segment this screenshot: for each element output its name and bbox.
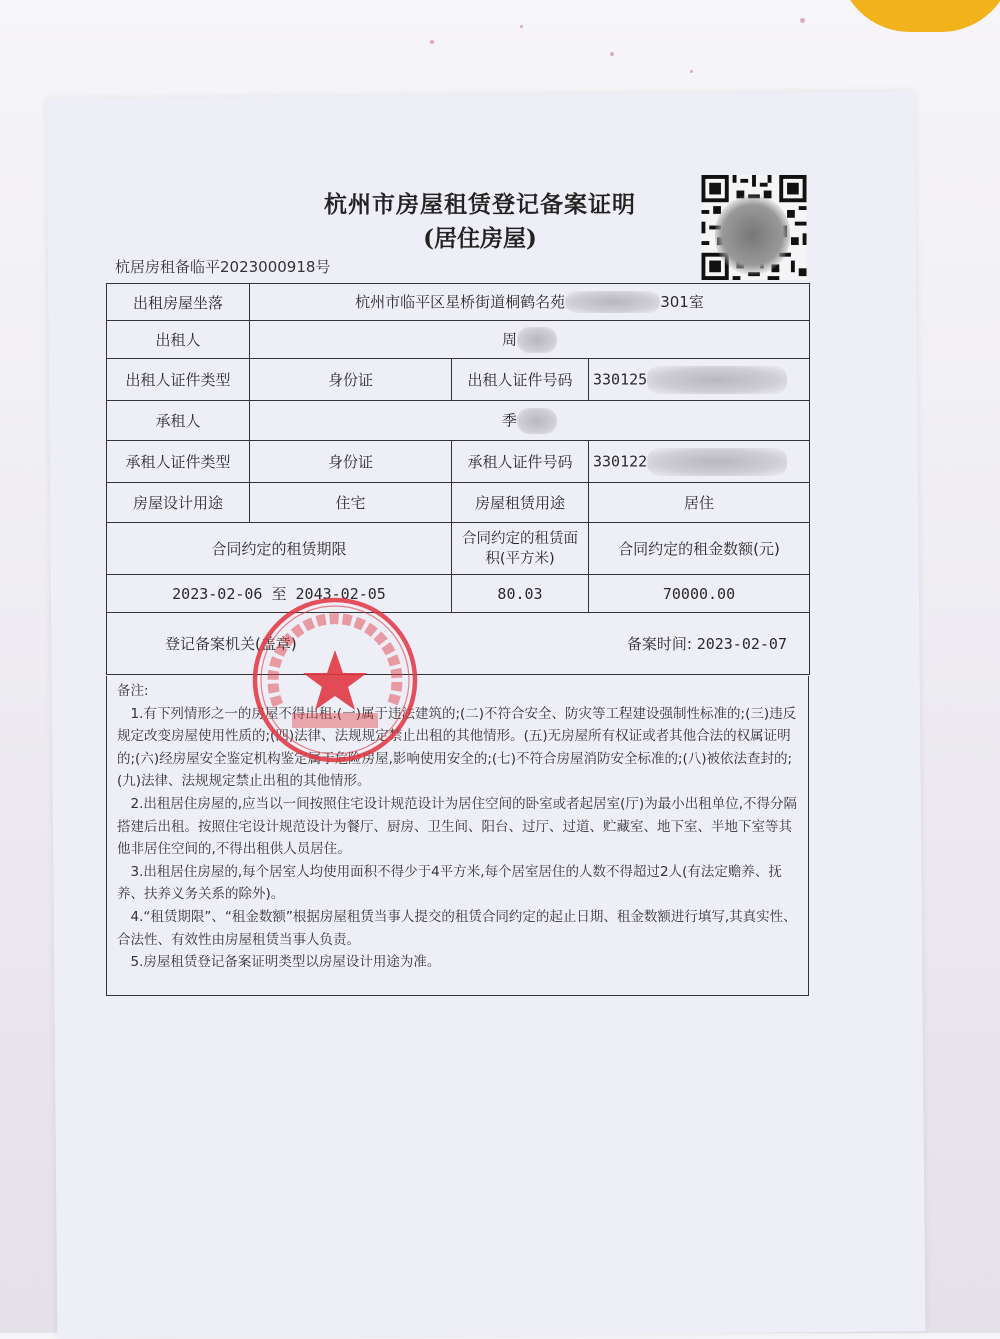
lessee-id-type-value: 身份证 — [250, 441, 452, 483]
official-seal-icon — [250, 595, 420, 765]
record-number: 杭居房租备临平2023000918号 — [115, 258, 331, 276]
speckle — [430, 40, 434, 44]
redaction — [565, 291, 660, 313]
redaction — [647, 366, 787, 394]
redaction — [517, 408, 557, 434]
design-usage-value: 住宅 — [250, 483, 452, 523]
lessor-id-number-value — [589, 359, 810, 401]
document-subtitle: (居住房屋) — [423, 225, 537, 252]
yellow-object — [838, 0, 1000, 32]
period-label: 合同约定的租赁期限 — [107, 523, 452, 575]
lessee-id-number: 330122 — [593, 452, 648, 470]
rent-value: 70000.00 — [589, 575, 810, 613]
rent-label: 合同约定的租金数额(元) — [589, 523, 810, 575]
speckle — [520, 25, 523, 28]
area-label: 合同约定的租赁面积(平方米) — [452, 523, 589, 575]
area-value: 80.03 — [452, 575, 589, 613]
notes-heading: 备注: — [117, 683, 149, 699]
lessee-value — [250, 401, 810, 441]
lessor-name: 周 — [501, 330, 517, 348]
lessor-id-number: 330125 — [593, 370, 648, 388]
note-item-3: 3.出租居住房屋的,每个居室人均使用面积不得少于4平方米,每个居室居住的人数不得超过2人(有法定赡养、抚养、扶养义务关系的除外)。 — [117, 863, 782, 903]
location-label: 出租房屋坐落 — [107, 284, 250, 321]
lessee-label: 承租人 — [107, 401, 250, 441]
note-item-4: 4.“租赁期限”、“租金数额”根据房屋租赁当事人提交的租赁合同约定的起止日期、租金数额进行填写,其真实性、合法性、有效性由房屋租赁当事人负责。 — [117, 908, 797, 948]
record-table — [106, 283, 810, 675]
lessor-value — [250, 321, 810, 359]
redaction — [647, 448, 787, 476]
lessor-id-type-value: 身份证 — [250, 359, 452, 401]
location-value — [250, 284, 810, 321]
lease-usage-label: 房屋租赁用途 — [452, 483, 589, 523]
design-usage-label: 房屋设计用途 — [107, 483, 250, 523]
period-value: 2023-02-06 至 2043-02-05 — [107, 575, 452, 613]
lessor-id-type-label: 出租人证件类型 — [107, 359, 250, 401]
notes-section — [106, 676, 809, 996]
redaction — [517, 327, 557, 353]
lessor-label: 出租人 — [107, 321, 250, 359]
location-value-suffix: 301室 — [660, 292, 704, 311]
registration-date — [452, 613, 810, 675]
authority-label: 登记备案机关(盖章) — [107, 613, 452, 675]
lessee-id-type-label: 承租人证件类型 — [107, 441, 250, 483]
lessee-id-number-value — [589, 441, 810, 483]
lessee-name: 季 — [501, 411, 517, 429]
lessor-id-number-label: 出租人证件号码 — [452, 359, 589, 401]
note-item-5: 5.房屋租赁登记备案证明类型以房屋设计用途为准。 — [130, 954, 441, 971]
registration-date-value: 2023-02-07 — [696, 635, 787, 653]
lease-usage-value: 居住 — [589, 483, 810, 523]
note-item-2: 2.出租居住房屋的,应当以一间按照住宅设计规范设计为居住空间的卧室或者起居室(厅)为最小出租单位,不得分隔搭建后出租。按照住宅设计规范设计为餐厅、厨房、卫生间、阳台、过厅、过道、贮藏室、地下室、半地下室等其他非居住空间的,不得出租供人员居住。 — [117, 795, 797, 858]
qr-redaction — [715, 195, 790, 275]
document-title: 杭州市房屋租赁登记备案证明 — [324, 191, 636, 218]
speckle — [690, 70, 693, 73]
note-item-1: 1.有下列情形之一的房屋不得出租:(一)属于违法建筑的;(二)不符合安全、防灾等工程建设强制性标准的;(三)违反规定改变房屋使用性质的;(四)法律、法规规定禁止出租的其他情形。(五)无房屋所有权证或者其他合法的权属证明的;(六)经房屋安全鉴定机构鉴定属于危险房屋,影响使用安全的;(七)不符合房屋消防安全标准的;(八)被依法查封的;(九)法律、法规规定禁止出租的其他情形。 — [117, 705, 797, 790]
speckle — [800, 18, 805, 23]
speckle — [610, 52, 614, 56]
lessee-id-number-label: 承租人证件号码 — [452, 441, 589, 483]
registration-date-label: 备案时间: — [626, 635, 692, 653]
location-value-prefix: 杭州市临平区星桥街道桐鹤名苑 — [355, 292, 566, 311]
